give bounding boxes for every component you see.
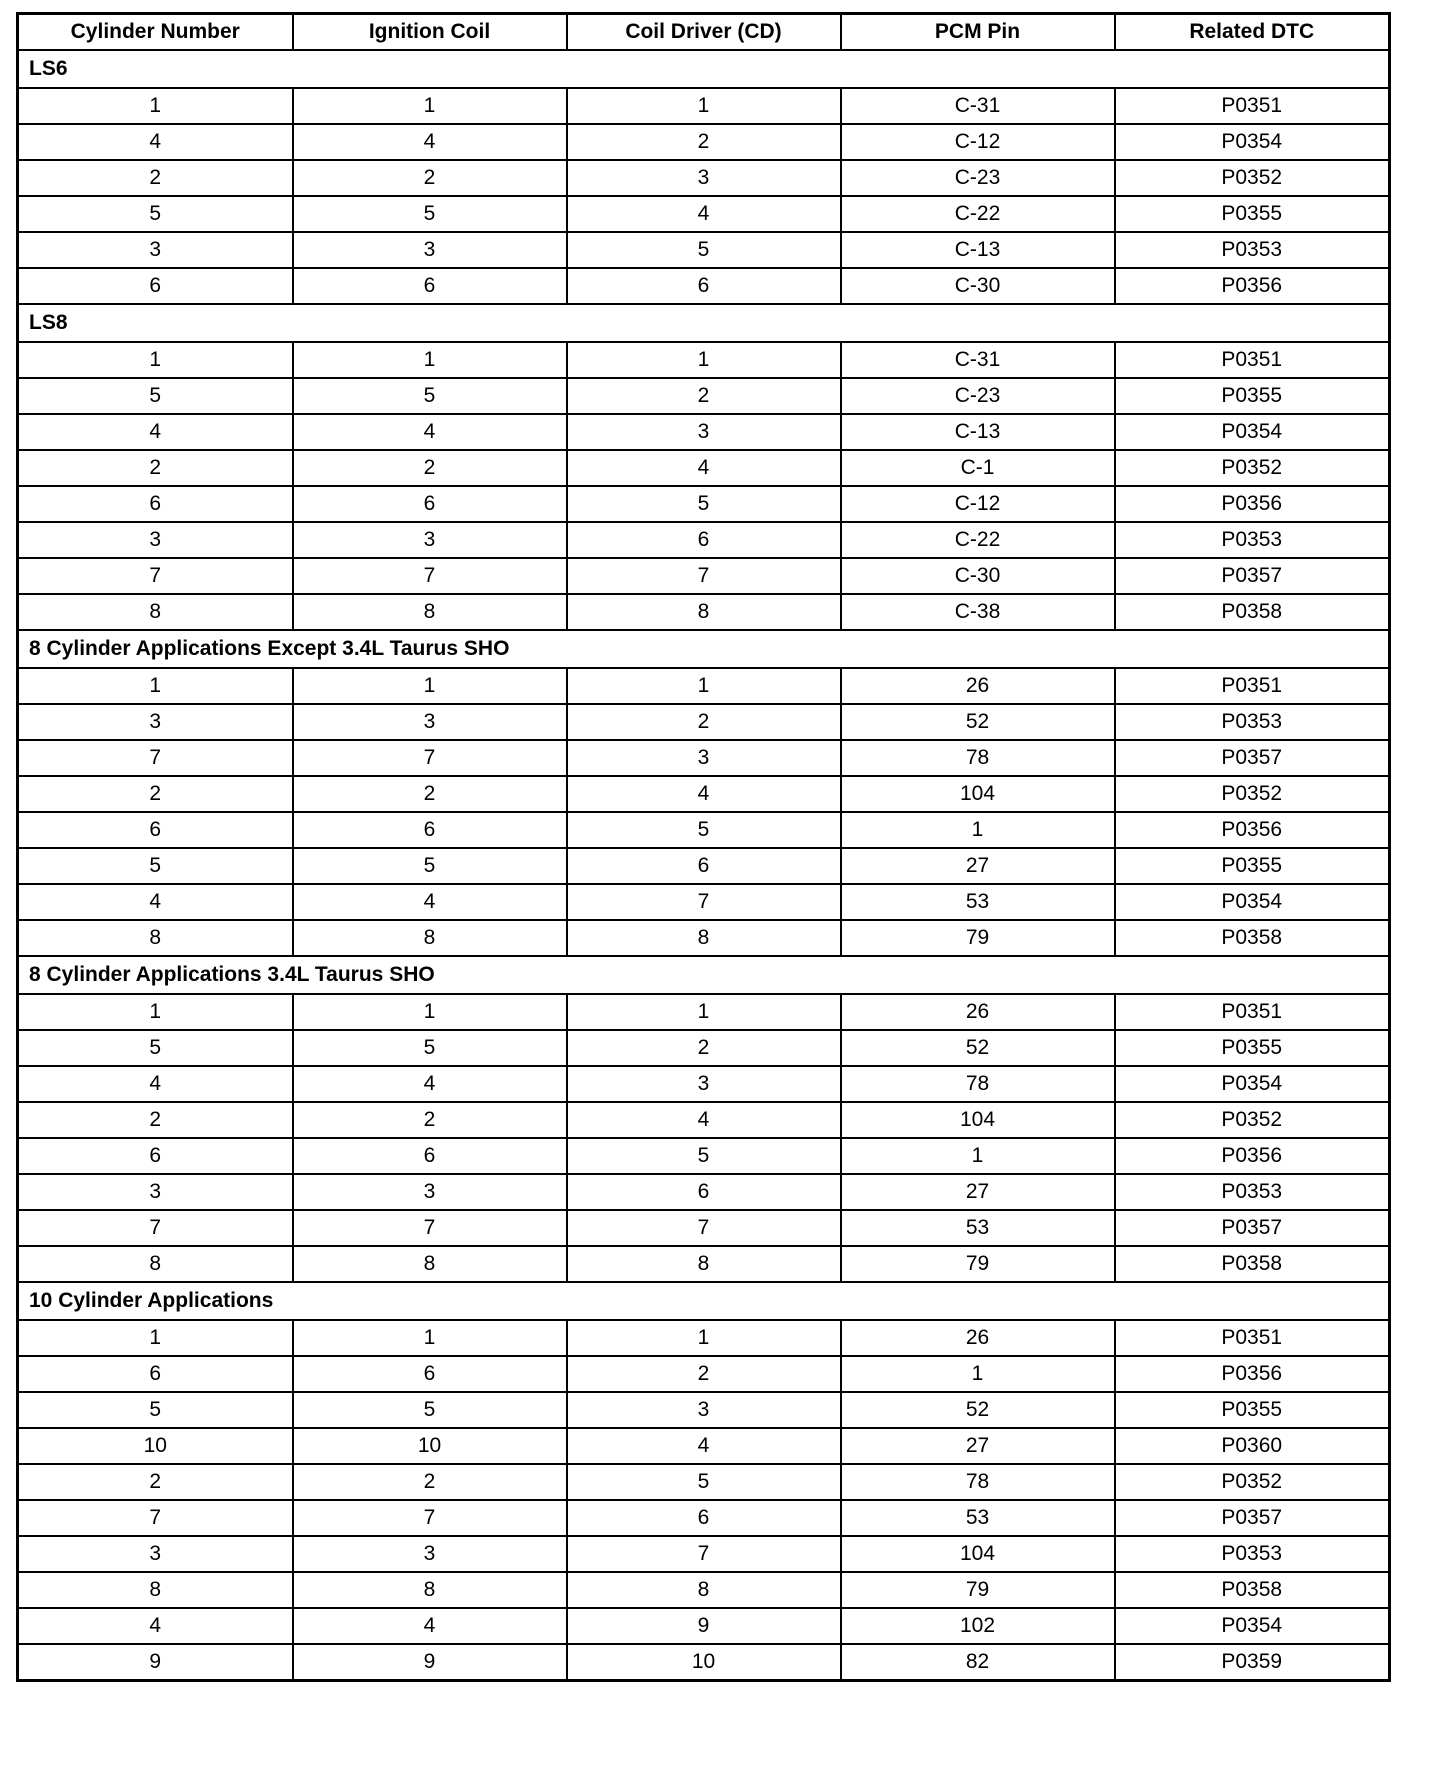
cell-ignition-coil: 1 — [293, 342, 567, 378]
cell-pcm-pin: 26 — [841, 1320, 1115, 1356]
cell-cylinder-number: 5 — [18, 1392, 293, 1428]
cell-cylinder-number: 4 — [18, 1066, 293, 1102]
table-row — [18, 1210, 1390, 1246]
cell-pcm-pin: 78 — [841, 1464, 1115, 1500]
table-row — [18, 1066, 1390, 1102]
cell-related-dtc: P0354 — [1115, 884, 1390, 920]
cell-coil-driver: 5 — [567, 486, 841, 522]
cell-related-dtc: P0357 — [1115, 1210, 1390, 1246]
header-ignition-coil: Ignition Coil — [293, 14, 567, 51]
table-row — [18, 1320, 1390, 1356]
cell-ignition-coil: 4 — [293, 1608, 567, 1644]
section-header-row — [18, 1282, 1390, 1320]
cell-ignition-coil: 5 — [293, 1030, 567, 1066]
cell-coil-driver: 3 — [567, 740, 841, 776]
cell-coil-driver: 6 — [567, 848, 841, 884]
cell-cylinder-number: 2 — [18, 1102, 293, 1138]
cell-ignition-coil: 2 — [293, 776, 567, 812]
cell-cylinder-number: 2 — [18, 160, 293, 196]
cell-related-dtc: P0358 — [1115, 594, 1390, 630]
cell-coil-driver: 3 — [567, 1066, 841, 1102]
cell-ignition-coil: 6 — [293, 812, 567, 848]
header-pcm-pin: PCM Pin — [841, 14, 1115, 51]
cell-cylinder-number: 3 — [18, 1174, 293, 1210]
cell-related-dtc: P0352 — [1115, 1464, 1390, 1500]
cell-pcm-pin: C-23 — [841, 378, 1115, 414]
cell-coil-driver: 1 — [567, 668, 841, 704]
cell-coil-driver: 4 — [567, 776, 841, 812]
header-related-dtc: Related DTC — [1115, 14, 1390, 51]
cell-ignition-coil: 8 — [293, 594, 567, 630]
cell-ignition-coil: 3 — [293, 232, 567, 268]
header-coil-driver: Coil Driver (CD) — [567, 14, 841, 51]
cell-coil-driver: 2 — [567, 124, 841, 160]
table-body — [18, 50, 1390, 1681]
cell-related-dtc: P0352 — [1115, 160, 1390, 196]
cell-ignition-coil: 5 — [293, 848, 567, 884]
table-row — [18, 196, 1390, 232]
cell-related-dtc: P0355 — [1115, 378, 1390, 414]
cell-coil-driver: 4 — [567, 196, 841, 232]
cell-cylinder-number: 1 — [18, 668, 293, 704]
cell-cylinder-number: 8 — [18, 1572, 293, 1608]
cell-cylinder-number: 3 — [18, 1536, 293, 1572]
cell-ignition-coil: 3 — [293, 704, 567, 740]
cell-cylinder-number: 3 — [18, 232, 293, 268]
cell-coil-driver: 1 — [567, 994, 841, 1030]
cell-ignition-coil: 2 — [293, 450, 567, 486]
cell-coil-driver: 4 — [567, 1428, 841, 1464]
cell-coil-driver: 2 — [567, 378, 841, 414]
cell-coil-driver: 2 — [567, 704, 841, 740]
cell-pcm-pin: 53 — [841, 1210, 1115, 1246]
table-row — [18, 522, 1390, 558]
cell-pcm-pin: C-31 — [841, 88, 1115, 124]
cell-ignition-coil: 5 — [293, 378, 567, 414]
table-row — [18, 124, 1390, 160]
cell-ignition-coil: 7 — [293, 1500, 567, 1536]
table-row — [18, 268, 1390, 304]
table-row — [18, 994, 1390, 1030]
cell-pcm-pin: C-1 — [841, 450, 1115, 486]
cell-ignition-coil: 2 — [293, 1464, 567, 1500]
table-row — [18, 776, 1390, 812]
section-title: 8 Cylinder Applications 3.4L Taurus SHO — [18, 956, 1390, 994]
table-row — [18, 884, 1390, 920]
cell-related-dtc: P0351 — [1115, 1320, 1390, 1356]
cell-related-dtc: P0356 — [1115, 1356, 1390, 1392]
cell-cylinder-number: 2 — [18, 450, 293, 486]
cell-ignition-coil: 5 — [293, 1392, 567, 1428]
cell-related-dtc: P0353 — [1115, 1536, 1390, 1572]
cell-coil-driver: 7 — [567, 1210, 841, 1246]
table-row — [18, 88, 1390, 124]
table-row — [18, 920, 1390, 956]
cell-pcm-pin: 1 — [841, 1356, 1115, 1392]
table-row — [18, 414, 1390, 450]
table-row — [18, 1392, 1390, 1428]
cell-ignition-coil: 1 — [293, 994, 567, 1030]
cell-ignition-coil: 6 — [293, 1356, 567, 1392]
table-row — [18, 450, 1390, 486]
section-title: LS6 — [18, 50, 1390, 88]
cell-coil-driver: 3 — [567, 160, 841, 196]
cell-pcm-pin: C-13 — [841, 232, 1115, 268]
cell-pcm-pin: C-12 — [841, 486, 1115, 522]
ignition-coil-table-sheet — [16, 12, 1388, 1682]
cell-pcm-pin: 27 — [841, 848, 1115, 884]
table-row — [18, 558, 1390, 594]
cell-pcm-pin: 79 — [841, 1246, 1115, 1282]
cell-cylinder-number: 8 — [18, 920, 293, 956]
cell-cylinder-number: 5 — [18, 848, 293, 884]
cell-cylinder-number: 6 — [18, 1356, 293, 1392]
cell-coil-driver: 7 — [567, 1536, 841, 1572]
section-header-row — [18, 304, 1390, 342]
cell-pcm-pin: 27 — [841, 1428, 1115, 1464]
cell-pcm-pin: C-12 — [841, 124, 1115, 160]
cell-coil-driver: 8 — [567, 594, 841, 630]
cell-coil-driver: 1 — [567, 342, 841, 378]
cell-related-dtc: P0351 — [1115, 88, 1390, 124]
cell-ignition-coil: 2 — [293, 1102, 567, 1138]
cell-coil-driver: 5 — [567, 1138, 841, 1174]
cell-related-dtc: P0359 — [1115, 1644, 1390, 1681]
cell-cylinder-number: 1 — [18, 1320, 293, 1356]
cell-cylinder-number: 3 — [18, 704, 293, 740]
cell-pcm-pin: C-30 — [841, 268, 1115, 304]
cell-pcm-pin: 79 — [841, 920, 1115, 956]
cell-ignition-coil: 6 — [293, 486, 567, 522]
table-row — [18, 1246, 1390, 1282]
section-header-row — [18, 956, 1390, 994]
cell-pcm-pin: 53 — [841, 884, 1115, 920]
cell-pcm-pin: 79 — [841, 1572, 1115, 1608]
cell-pcm-pin: 82 — [841, 1644, 1115, 1681]
cell-related-dtc: P0355 — [1115, 848, 1390, 884]
table-row — [18, 668, 1390, 704]
header-row — [18, 14, 1390, 51]
cell-cylinder-number: 2 — [18, 776, 293, 812]
cell-related-dtc: P0355 — [1115, 1030, 1390, 1066]
cell-coil-driver: 8 — [567, 1246, 841, 1282]
cell-cylinder-number: 1 — [18, 342, 293, 378]
cell-pcm-pin: 104 — [841, 776, 1115, 812]
cell-related-dtc: P0356 — [1115, 1138, 1390, 1174]
cell-ignition-coil: 8 — [293, 1572, 567, 1608]
cell-related-dtc: P0354 — [1115, 1608, 1390, 1644]
cell-related-dtc: P0358 — [1115, 1572, 1390, 1608]
cell-cylinder-number: 6 — [18, 486, 293, 522]
cell-pcm-pin: 52 — [841, 1030, 1115, 1066]
cell-ignition-coil: 1 — [293, 1320, 567, 1356]
table-row — [18, 486, 1390, 522]
cell-ignition-coil: 1 — [293, 668, 567, 704]
cell-related-dtc: P0354 — [1115, 124, 1390, 160]
cell-ignition-coil: 6 — [293, 268, 567, 304]
cell-pcm-pin: 52 — [841, 704, 1115, 740]
cell-related-dtc: P0358 — [1115, 920, 1390, 956]
section-header-row — [18, 630, 1390, 668]
cell-cylinder-number: 5 — [18, 196, 293, 232]
table-row — [18, 378, 1390, 414]
cell-ignition-coil: 3 — [293, 522, 567, 558]
cell-coil-driver: 5 — [567, 1464, 841, 1500]
cell-cylinder-number: 6 — [18, 812, 293, 848]
cell-ignition-coil: 7 — [293, 740, 567, 776]
cell-ignition-coil: 4 — [293, 414, 567, 450]
cell-coil-driver: 6 — [567, 1174, 841, 1210]
cell-coil-driver: 4 — [567, 450, 841, 486]
cell-related-dtc: P0353 — [1115, 522, 1390, 558]
cell-pcm-pin: C-22 — [841, 522, 1115, 558]
cell-coil-driver: 4 — [567, 1102, 841, 1138]
cell-ignition-coil: 4 — [293, 884, 567, 920]
cell-cylinder-number: 4 — [18, 884, 293, 920]
cell-cylinder-number: 3 — [18, 522, 293, 558]
cell-ignition-coil: 6 — [293, 1138, 567, 1174]
table-row — [18, 1500, 1390, 1536]
cell-cylinder-number: 6 — [18, 268, 293, 304]
cell-related-dtc: P0352 — [1115, 776, 1390, 812]
cell-cylinder-number: 5 — [18, 378, 293, 414]
cell-ignition-coil: 7 — [293, 558, 567, 594]
header-cylinder-number: Cylinder Number — [18, 14, 293, 51]
cell-pcm-pin: C-38 — [841, 594, 1115, 630]
section-title: 10 Cylinder Applications — [18, 1282, 1390, 1320]
cell-pcm-pin: 104 — [841, 1536, 1115, 1572]
table-row — [18, 232, 1390, 268]
cell-cylinder-number: 9 — [18, 1644, 293, 1681]
cell-cylinder-number: 7 — [18, 1210, 293, 1246]
cell-related-dtc: P0354 — [1115, 1066, 1390, 1102]
table-row — [18, 1030, 1390, 1066]
cell-ignition-coil: 3 — [293, 1174, 567, 1210]
cell-ignition-coil: 1 — [293, 88, 567, 124]
cell-cylinder-number: 4 — [18, 124, 293, 160]
cell-ignition-coil: 9 — [293, 1644, 567, 1681]
cell-coil-driver: 1 — [567, 88, 841, 124]
cell-pcm-pin: 53 — [841, 1500, 1115, 1536]
cell-coil-driver: 2 — [567, 1356, 841, 1392]
cell-related-dtc: P0355 — [1115, 1392, 1390, 1428]
cell-pcm-pin: 27 — [841, 1174, 1115, 1210]
cell-cylinder-number: 7 — [18, 1500, 293, 1536]
cell-related-dtc: P0360 — [1115, 1428, 1390, 1464]
cell-coil-driver: 7 — [567, 884, 841, 920]
cell-ignition-coil: 4 — [293, 124, 567, 160]
cell-ignition-coil: 3 — [293, 1536, 567, 1572]
cell-ignition-coil: 2 — [293, 160, 567, 196]
cell-cylinder-number: 8 — [18, 1246, 293, 1282]
table-row — [18, 848, 1390, 884]
cell-pcm-pin: 104 — [841, 1102, 1115, 1138]
cell-cylinder-number: 1 — [18, 88, 293, 124]
cell-cylinder-number: 10 — [18, 1428, 293, 1464]
cell-pcm-pin: 1 — [841, 812, 1115, 848]
cell-coil-driver: 5 — [567, 812, 841, 848]
cell-coil-driver: 1 — [567, 1320, 841, 1356]
cell-coil-driver: 6 — [567, 522, 841, 558]
cell-pcm-pin: C-22 — [841, 196, 1115, 232]
cell-ignition-coil: 10 — [293, 1428, 567, 1464]
cell-related-dtc: P0351 — [1115, 994, 1390, 1030]
cell-coil-driver: 8 — [567, 920, 841, 956]
section-title: LS8 — [18, 304, 1390, 342]
cell-related-dtc: P0351 — [1115, 668, 1390, 704]
table-row — [18, 1102, 1390, 1138]
table-row — [18, 1174, 1390, 1210]
cell-related-dtc: P0352 — [1115, 1102, 1390, 1138]
cell-related-dtc: P0354 — [1115, 414, 1390, 450]
cell-ignition-coil: 8 — [293, 1246, 567, 1282]
table-row — [18, 704, 1390, 740]
table-row — [18, 342, 1390, 378]
cell-coil-driver: 3 — [567, 414, 841, 450]
cell-pcm-pin: 26 — [841, 668, 1115, 704]
cell-cylinder-number: 2 — [18, 1464, 293, 1500]
cell-pcm-pin: C-23 — [841, 160, 1115, 196]
cell-cylinder-number: 8 — [18, 594, 293, 630]
cell-related-dtc: P0353 — [1115, 1174, 1390, 1210]
cell-related-dtc: P0355 — [1115, 196, 1390, 232]
table-row — [18, 1572, 1390, 1608]
table-row — [18, 1644, 1390, 1681]
cell-pcm-pin: 52 — [841, 1392, 1115, 1428]
cell-cylinder-number: 6 — [18, 1138, 293, 1174]
cell-pcm-pin: 26 — [841, 994, 1115, 1030]
cell-coil-driver: 8 — [567, 1572, 841, 1608]
cell-pcm-pin: 102 — [841, 1608, 1115, 1644]
table-row — [18, 812, 1390, 848]
cell-coil-driver: 6 — [567, 1500, 841, 1536]
cell-coil-driver: 2 — [567, 1030, 841, 1066]
cell-pcm-pin: C-31 — [841, 342, 1115, 378]
cell-related-dtc: P0353 — [1115, 704, 1390, 740]
cell-pcm-pin: C-13 — [841, 414, 1115, 450]
table-row — [18, 1464, 1390, 1500]
cell-coil-driver: 6 — [567, 268, 841, 304]
cell-related-dtc: P0356 — [1115, 268, 1390, 304]
table-row — [18, 1428, 1390, 1464]
section-header-row — [18, 50, 1390, 88]
cell-cylinder-number: 7 — [18, 558, 293, 594]
cell-related-dtc: P0352 — [1115, 450, 1390, 486]
section-title: 8 Cylinder Applications Except 3.4L Taurus SHO — [18, 630, 1390, 668]
cell-related-dtc: P0358 — [1115, 1246, 1390, 1282]
cell-cylinder-number: 4 — [18, 414, 293, 450]
table-row — [18, 1608, 1390, 1644]
cell-coil-driver: 5 — [567, 232, 841, 268]
cell-pcm-pin: 78 — [841, 1066, 1115, 1102]
cell-related-dtc: P0351 — [1115, 342, 1390, 378]
cell-related-dtc: P0356 — [1115, 486, 1390, 522]
cell-coil-driver: 9 — [567, 1608, 841, 1644]
cell-cylinder-number: 7 — [18, 740, 293, 776]
cell-cylinder-number: 5 — [18, 1030, 293, 1066]
cell-cylinder-number: 1 — [18, 994, 293, 1030]
table-row — [18, 1536, 1390, 1572]
cell-cylinder-number: 4 — [18, 1608, 293, 1644]
cell-coil-driver: 7 — [567, 558, 841, 594]
cell-pcm-pin: 78 — [841, 740, 1115, 776]
ignition-coil-table — [16, 12, 1391, 1682]
cell-coil-driver: 10 — [567, 1644, 841, 1681]
cell-related-dtc: P0357 — [1115, 740, 1390, 776]
table-row — [18, 1138, 1390, 1174]
cell-ignition-coil: 7 — [293, 1210, 567, 1246]
cell-related-dtc: P0356 — [1115, 812, 1390, 848]
cell-related-dtc: P0353 — [1115, 232, 1390, 268]
cell-related-dtc: P0357 — [1115, 1500, 1390, 1536]
cell-related-dtc: P0357 — [1115, 558, 1390, 594]
table-row — [18, 740, 1390, 776]
cell-coil-driver: 3 — [567, 1392, 841, 1428]
cell-pcm-pin: 1 — [841, 1138, 1115, 1174]
cell-pcm-pin: C-30 — [841, 558, 1115, 594]
table-row — [18, 1356, 1390, 1392]
cell-ignition-coil: 4 — [293, 1066, 567, 1102]
table-row — [18, 160, 1390, 196]
table-row — [18, 594, 1390, 630]
cell-ignition-coil: 5 — [293, 196, 567, 232]
cell-ignition-coil: 8 — [293, 920, 567, 956]
